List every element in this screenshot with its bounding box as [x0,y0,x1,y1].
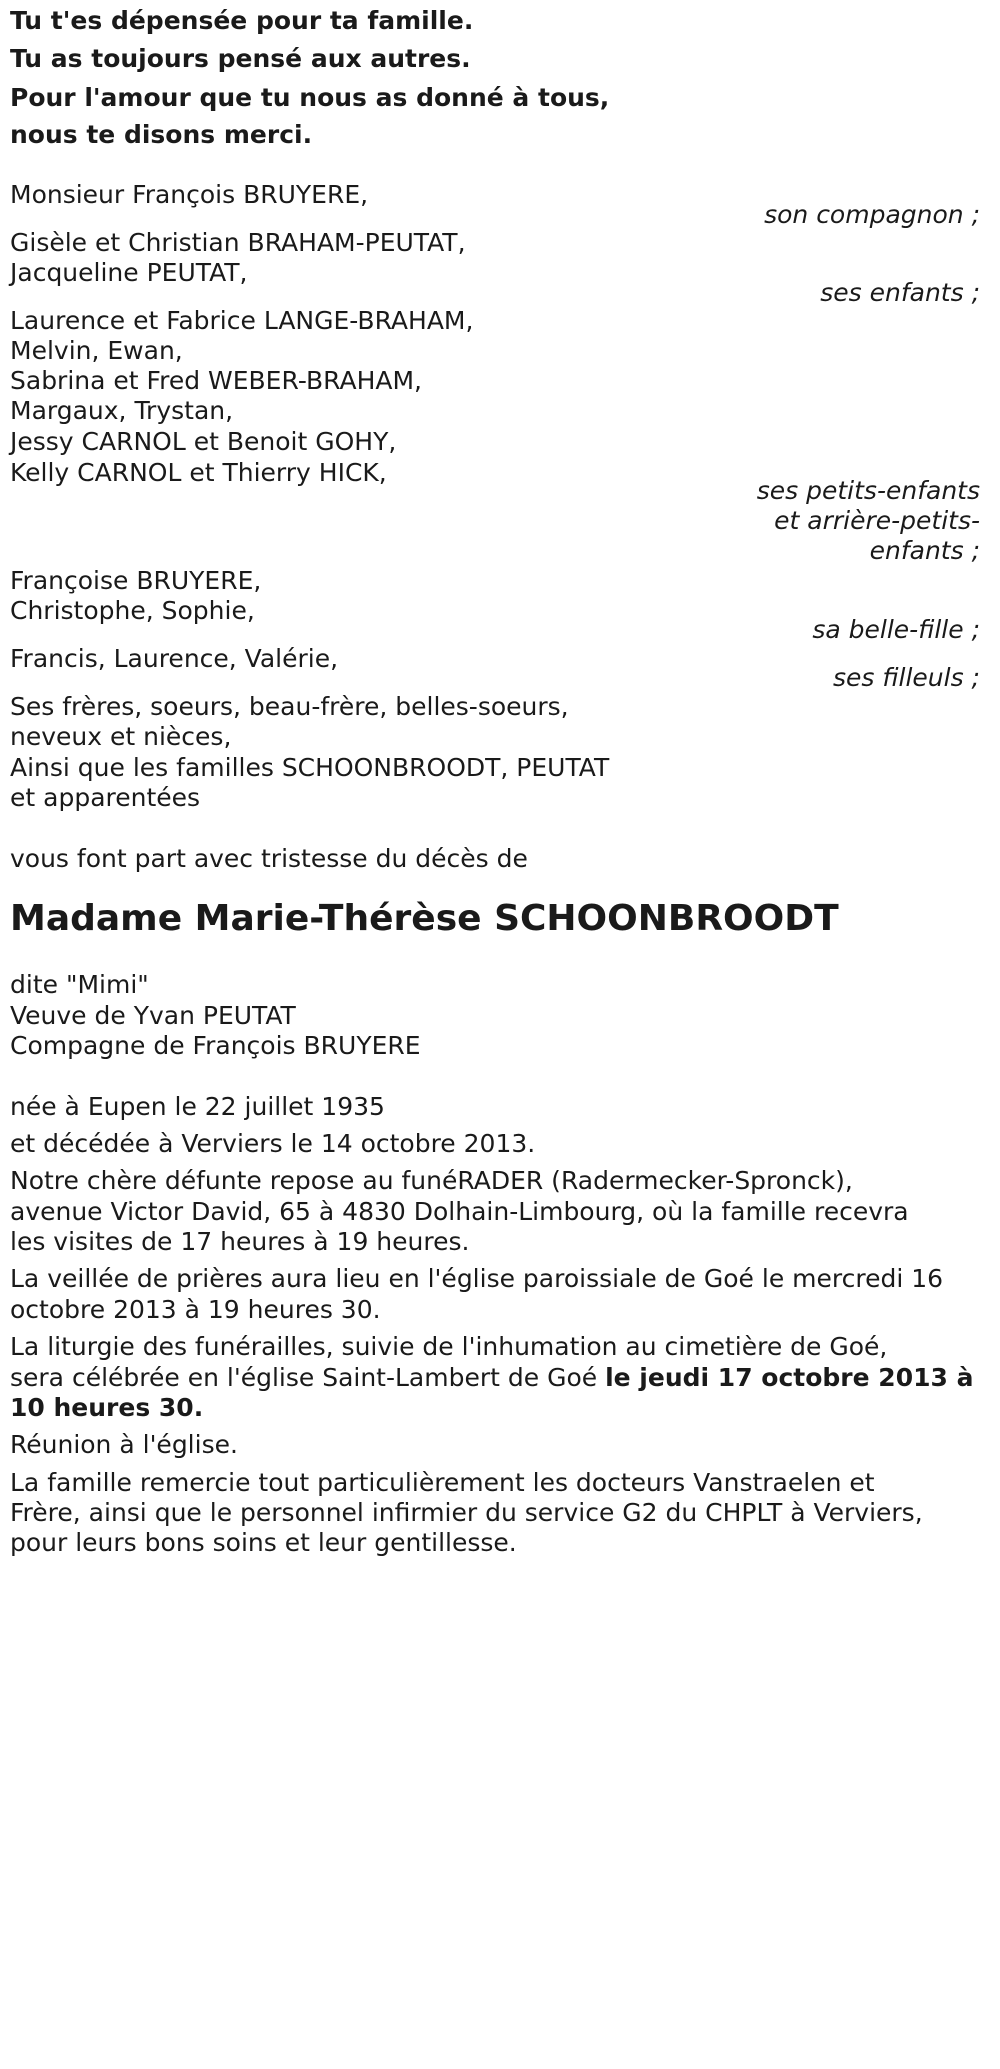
paragraph-line: La liturgie des funérailles, suivie de l'inhumation au cimetière de Goé, [10,1332,888,1361]
paragraph-line: avenue Victor David, 65 à 4830 Dolhain-Limbourg, où la famille recevra [10,1197,909,1226]
paragraph-line: les visites de 17 heures à 19 heures. [10,1227,470,1256]
family-name-line: Monsieur François BRUYERE, [10,180,369,209]
paragraph-line: octobre 2013 à 19 heures 30. [10,1295,381,1324]
family-name-line: Sabrina et Fred WEBER-BRAHAM, [10,366,422,395]
deceased-detail: Veuve de Yvan PEUTAT [10,1001,296,1030]
family-name-line: Ses frères, soeurs, beau-frère, belles-soeurs, [10,692,569,721]
death-info: et décédée à Verviers le 14 octobre 2013. [10,1129,536,1158]
liturgie-bold-text: le jeudi 17 octobre 2013 à [605,1363,974,1392]
family-name-line: Christophe, Sophie, [10,596,255,625]
family-name-line: Melvin, Ewan, [10,336,183,365]
family-name-line: Jacqueline PEUTAT, [10,258,248,287]
relation-label: et arrière-petits- [774,506,980,535]
deceased-name: Madame Marie-Thérèse SCHOONBROODT [10,898,839,939]
paragraph-line: Réunion à l'église. [10,1430,238,1459]
relation-label: ses filleuls ; [833,663,980,692]
intro-line: nous te disons merci. [10,120,313,149]
paragraph-line: pour leurs bons soins et leur gentillesse. [10,1528,517,1557]
relation-label: ses enfants ; [820,278,980,307]
deceased-detail: dite "Mimi" [10,970,149,999]
intro-line: Pour l'amour que tu nous as donné à tous, [10,83,610,112]
family-name-line: Francis, Laurence, Valérie, [10,644,339,673]
family-name-line: Kelly CARNOL et Thierry HICK, [10,458,387,487]
paragraph-line: Frère, ainsi que le personnel infirmier du service G2 du CHPLT à Verviers, [10,1498,923,1527]
family-name-line: Ainsi que les familles SCHOONBROODT, PEUTAT [10,753,610,782]
paragraph-line: La veillée de prières aura lieu en l'église paroissiale de Goé le mercredi 16 [10,1264,944,1293]
birth-info: née à Eupen le 22 juillet 1935 [10,1092,385,1121]
relation-label: son compagnon ; [764,200,980,229]
family-name-line: Françoise BRUYERE, [10,566,262,595]
family-name-line: Gisèle et Christian BRAHAM-PEUTAT, [10,228,466,257]
family-name-line: Margaux, Trystan, [10,396,234,425]
paragraph-line: La famille remercie tout particulièrement les docteurs Vanstraelen et [10,1468,875,1497]
relation-label: enfants ; [869,536,980,565]
family-name-line: Jessy CARNOL et Benoit GOHY, [10,427,397,456]
intro-line: Tu as toujours pensé aux autres. [10,44,471,73]
liturgie-normal-text: sera célébrée en l'église Saint-Lambert de Goé [10,1363,606,1392]
relation-label: ses petits-enfants [756,476,980,505]
paragraph-line: Notre chère défunte repose au funéRADER (Radermecker-Spronck), [10,1166,853,1195]
family-name-line: et apparentées [10,783,201,812]
relation-label: sa belle-fille ; [812,615,980,644]
intro-line: Tu t'es dépensée pour ta famille. [10,6,474,35]
family-name-line: Laurence et Fabrice LANGE-BRAHAM, [10,306,474,335]
paragraph-line [10,1365,973,1390]
family-name-line: neveux et nièces, [10,722,232,751]
paragraph-line: 10 heures 30. [10,1393,204,1422]
deceased-detail: Compagne de François BRUYERE [10,1031,421,1060]
announcement-text: vous font part avec tristesse du décès de [10,844,528,873]
